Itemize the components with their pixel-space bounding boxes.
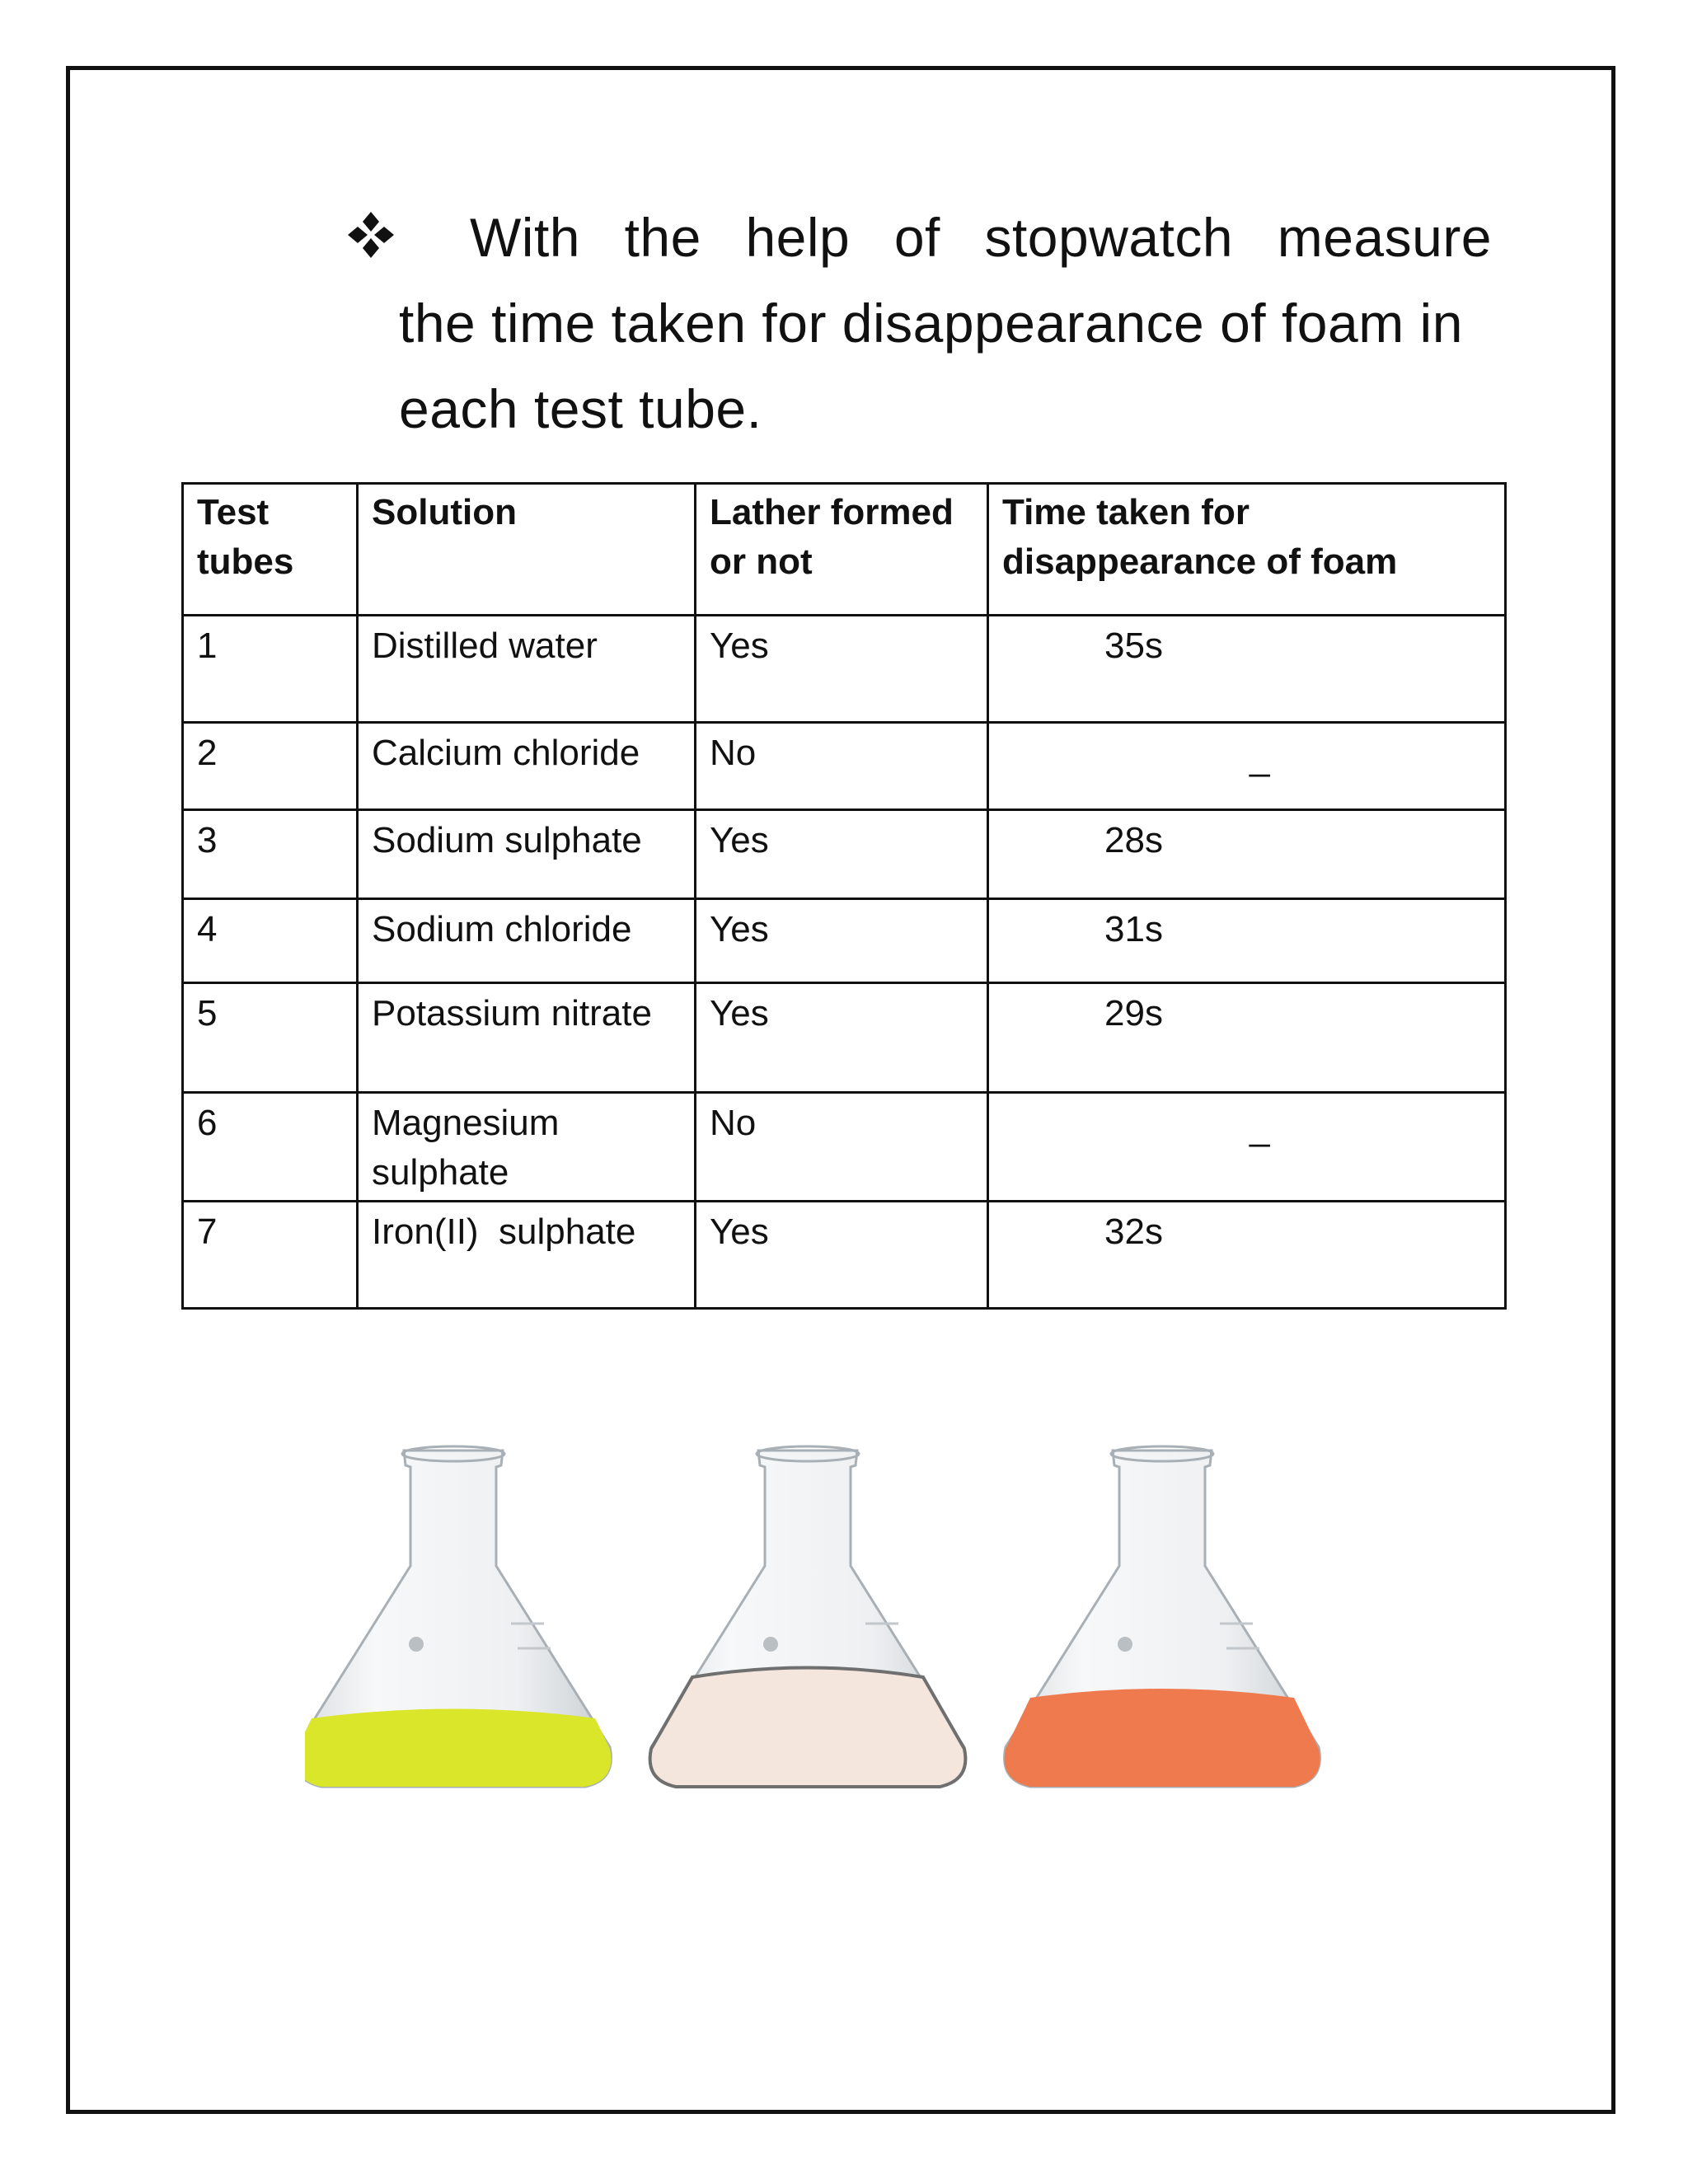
flask-liquid — [305, 1709, 611, 1788]
instruction-line-3: each test tube. — [399, 378, 762, 439]
header-test-tubes: Test tubes — [183, 484, 358, 616]
cell-tube: 7 — [183, 1202, 358, 1309]
cell-solution: Sodium chloride — [358, 899, 696, 983]
cell-lather: No — [696, 1093, 988, 1202]
four-diamond-bullet-icon — [346, 210, 396, 260]
cell-tube: 3 — [183, 810, 358, 899]
cell-time — [988, 810, 1506, 899]
table-row — [183, 810, 1506, 899]
header-solution: Solution — [358, 484, 696, 616]
table-row — [183, 616, 1506, 723]
time-value: 29s — [1104, 993, 1163, 1033]
table-row — [183, 723, 1506, 810]
cell-lather: Yes — [696, 616, 988, 723]
time-value: 32s — [1104, 1212, 1163, 1252]
time-value: _ — [1250, 1108, 1270, 1148]
cell-solution: Calcium chloride — [358, 723, 696, 810]
cell-solution: Sodium sulphate — [358, 810, 696, 899]
cell-solution: Magnesium sulphate — [358, 1093, 696, 1202]
time-value: 31s — [1104, 909, 1163, 949]
cell-tube: 4 — [183, 899, 358, 983]
cell-time — [988, 1093, 1506, 1202]
table-header-row — [183, 484, 1506, 616]
erlenmeyer-flask-icon — [305, 1446, 611, 1787]
cell-solution: Potassium nitrate — [358, 983, 696, 1093]
bullet-lead — [346, 194, 580, 280]
instruction-word: stopwatch — [984, 207, 1234, 268]
header-lather: Lather formed or not — [696, 484, 988, 616]
time-value: _ — [1250, 738, 1270, 778]
erlenmeyer-flask-icon — [650, 1446, 966, 1787]
table-row — [183, 983, 1506, 1093]
instruction-line-1 — [346, 194, 1492, 280]
flask-liquid — [650, 1668, 966, 1788]
time-value: 35s — [1104, 626, 1163, 666]
cell-time — [988, 1202, 1506, 1309]
cell-time — [988, 616, 1506, 723]
cell-tube: 6 — [183, 1093, 358, 1202]
table-row — [183, 1093, 1506, 1202]
instruction-word: of — [893, 207, 940, 268]
cell-tube: 1 — [183, 616, 358, 723]
instruction-word: the — [624, 207, 701, 268]
instruction-line-2: the time taken for disappearance of foam in — [399, 293, 1463, 354]
cell-solution: Distilled water — [358, 616, 696, 723]
flask-liquid — [1005, 1689, 1320, 1787]
flasks-illustration — [305, 1442, 1343, 1813]
instruction-bullet — [346, 194, 1492, 452]
erlenmeyer-flask-icon — [1005, 1446, 1320, 1787]
instruction-word: With — [470, 207, 580, 268]
cell-lather: Yes — [696, 983, 988, 1093]
cell-lather: Yes — [696, 899, 988, 983]
time-value: 28s — [1104, 820, 1163, 860]
instruction-word: measure — [1277, 207, 1492, 268]
table-row — [183, 899, 1506, 983]
cell-lather: Yes — [696, 1202, 988, 1309]
table-row — [183, 1202, 1506, 1309]
cell-time — [988, 983, 1506, 1093]
header-time: Time taken for disappearance of foam — [988, 484, 1506, 616]
cell-lather: Yes — [696, 810, 988, 899]
cell-lather: No — [696, 723, 988, 810]
cell-time — [988, 723, 1506, 810]
cell-time — [988, 899, 1506, 983]
cell-solution: Iron(II) sulphate — [358, 1202, 696, 1309]
cell-tube: 5 — [183, 983, 358, 1093]
instruction-word: help — [745, 207, 851, 268]
cell-tube: 2 — [183, 723, 358, 810]
results-table — [181, 482, 1507, 1310]
